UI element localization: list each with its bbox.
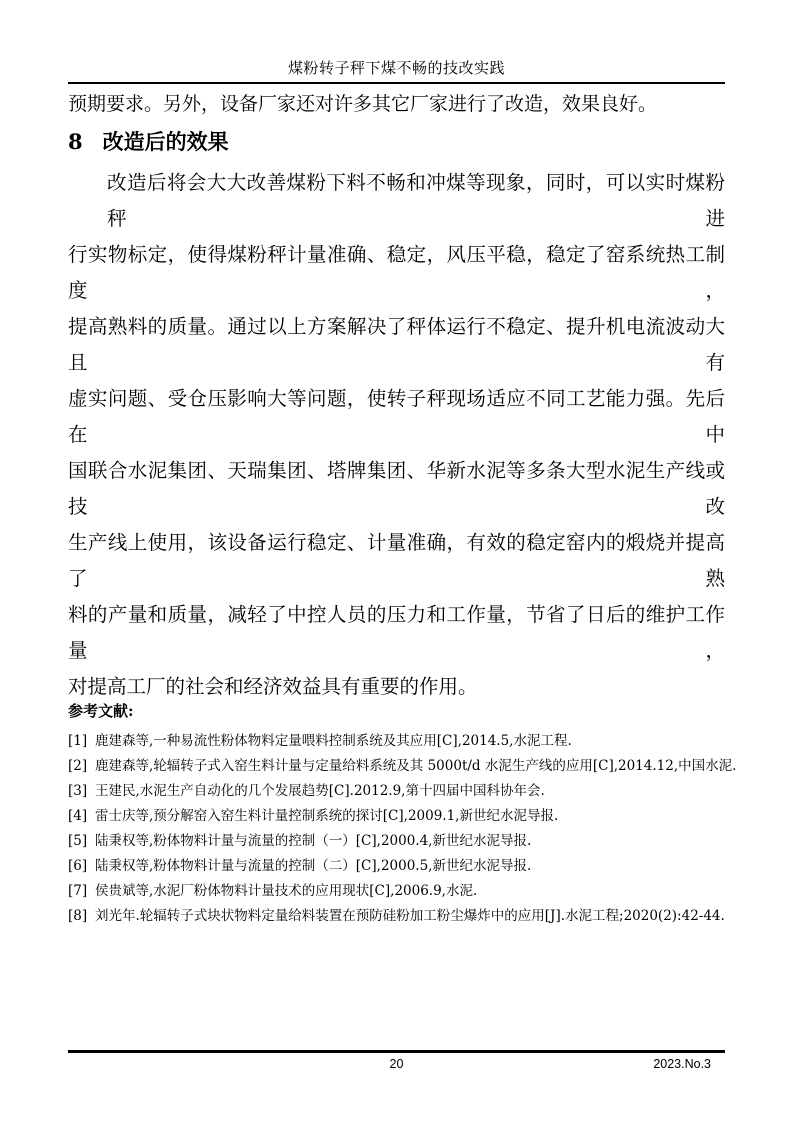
- paragraph-line: 虚实问题、受仓压影响大等问题，使转子秤现场适应不同工艺能力强。先后在中: [68, 387, 725, 446]
- reference-label: [8]: [68, 908, 88, 924]
- reference-text: 陆秉权等,粉体物料计量与流量的控制（一）[C],2000.4,新世纪水泥导报.: [95, 833, 532, 849]
- reference-text: 鹿建森等,一种易流性粉体物料定量喂料控制系统及其应用[C],2014.5,水泥工程.: [95, 733, 572, 749]
- section-number: 8: [68, 129, 83, 154]
- paragraph-line: 料的产量和质量，减轻了中控人员的压力和工作量，节省了日后的维护工作量，: [68, 603, 725, 662]
- issue-number: 2023.No.3: [653, 1057, 711, 1071]
- page-number: 20: [389, 1057, 404, 1071]
- running-title: 煤粉转子秤下煤不畅的技改实践: [287, 59, 505, 77]
- reference-label: [3]: [68, 783, 88, 799]
- reference-item: [68, 729, 725, 754]
- references-heading: 参考文献:: [68, 702, 134, 720]
- reference-label: [6]: [68, 858, 88, 874]
- reference-label: [1]: [68, 733, 88, 749]
- intro-paragraph-line: 预期要求。另外，设备厂家还对许多其它厂家进行了改造，效果良好。: [68, 93, 658, 115]
- reference-label: [4]: [68, 808, 88, 824]
- references-section: [68, 700, 737, 929]
- paragraph-line: 行实物标定，使得煤粉秤计量准确、稳定，风压平稳，稳定了窑系统热工制度，: [68, 243, 725, 302]
- section-heading: [68, 126, 725, 157]
- paragraph-line: 改造后将会大大改善煤粉下料不畅和冲煤等现象，同时，可以实时煤粉秤进: [107, 171, 725, 230]
- reference-text: 雷士庆等,预分解窑入窑生料计量控制系统的探讨[C],2009.1,新世纪水泥导报.: [95, 808, 559, 824]
- reference-text: 王建民,水泥生产自动化的几个发展趋势[C].2012.9,第十四届中国科协年会.: [95, 783, 545, 799]
- reference-text: 陆秉权等,粉体物料计量与流量的控制（二）[C],2000.5,新世纪水泥导报.: [95, 858, 532, 874]
- reference-text: 侯贵斌等,水泥厂粉体物料计量技术的应用现状[C],2006.9,水泥.: [95, 883, 478, 899]
- references-list: [68, 729, 737, 929]
- reference-item: [68, 779, 725, 804]
- reference-item: [68, 829, 725, 854]
- reference-label: [7]: [68, 883, 88, 899]
- body-paragraph: [68, 165, 725, 705]
- section-title: 改造后的效果: [102, 129, 229, 154]
- header-rule: [68, 82, 725, 84]
- footer-rule: [68, 1050, 725, 1053]
- reference-item: [68, 879, 725, 904]
- paragraph-line: 对提高工厂的社会和经济效益具有重要的作用。: [68, 675, 478, 698]
- reference-item: [68, 754, 737, 779]
- paragraph-line: 提高熟料的质量。通过以上方案解决了秤体运行不稳定、提升机电流波动大且有: [68, 315, 725, 374]
- reference-label: [2]: [68, 758, 88, 774]
- reference-text: 鹿建森等,轮辐转子式入窑生料计量与定量给料系统及其 5000t/d 水泥生产线的应用[C],2014.12,中国水泥.: [95, 758, 737, 774]
- paragraph-line: 生产线上使用，该设备运行稳定、计量准确，有效的稳定窑内的煅烧并提高了熟: [68, 531, 725, 590]
- footer-row: [68, 1055, 725, 1073]
- reference-item: [68, 804, 725, 829]
- page-footer: [68, 1050, 725, 1073]
- reference-item: [68, 854, 725, 879]
- page-content: [68, 0, 725, 705]
- reference-label: [5]: [68, 833, 88, 849]
- reference-text: 刘光年.轮辐转子式块状物料定量给料装置在预防硅粉加工粉尘爆炸中的应用[J].水泥工程;2020(2):42-44.: [95, 908, 725, 924]
- paragraph-line: 国联合水泥集团、天瑞集团、塔牌集团、华新水泥等多条大型水泥生产线或技改: [68, 459, 725, 518]
- reference-item: [68, 904, 725, 929]
